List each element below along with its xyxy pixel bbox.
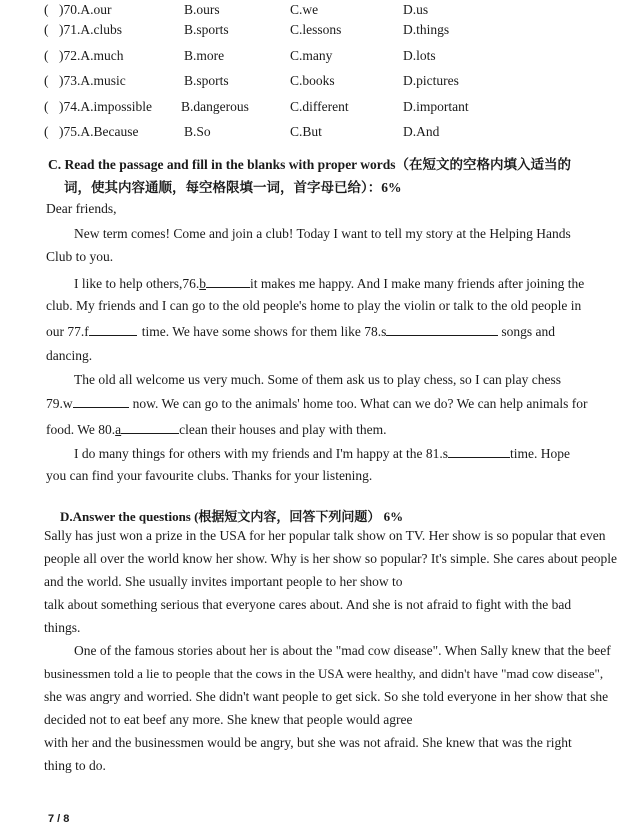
mc-row xyxy=(0,99,638,119)
passage-line: Sally has just won a prize in the USA for her popular talk show on TV. Her show is so popular that even xyxy=(44,528,606,543)
option-d: D.pictures xyxy=(403,73,459,88)
letter-greeting: Dear friends, xyxy=(46,201,117,216)
option-b: B.more xyxy=(184,48,225,63)
mc-row xyxy=(0,124,638,144)
section-c-title: C. Read the passage and fill in the blanks with proper words（在短文的空格内填入适当的 xyxy=(48,157,572,172)
passage-line: dancing. xyxy=(46,348,93,363)
option-a: )70.A.our xyxy=(59,2,112,17)
blank-79 xyxy=(73,395,129,408)
section-c-title-cont: 词，使其内容通顺，每空格限填一词，首字母已给）：6% xyxy=(64,180,402,195)
passage-text: now. We can go to the animals' home too. What can we do? We can help animals for xyxy=(132,396,588,411)
passage-text: clean their houses and play with them. xyxy=(179,422,387,437)
passage-line xyxy=(46,421,386,438)
passage-text: I like to help others,76. xyxy=(74,276,200,291)
option-a: )71.A.clubs xyxy=(59,22,122,37)
mc-row xyxy=(0,48,638,68)
option-c: C.many xyxy=(290,48,333,63)
passage-line: thing to do. xyxy=(44,758,106,773)
passage-line: she was angry and worried. She didn't want people to get sick. So she told everyone in her show that she xyxy=(44,689,609,704)
page-number: 7 / 8 xyxy=(48,813,70,825)
blank-81 xyxy=(448,445,510,458)
option-c: C.lessons xyxy=(290,22,342,37)
passage-text: time. We have some shows for them like 78.s xyxy=(141,324,387,339)
answer-paren: ( xyxy=(44,48,49,63)
passage-line xyxy=(46,395,588,412)
mc-row xyxy=(0,2,638,22)
blank-77 xyxy=(89,323,137,336)
blank-80 xyxy=(121,421,179,434)
passage-line xyxy=(46,323,555,340)
mc-row xyxy=(0,22,638,42)
passage-line: businessmen told a lie to people that the cows in the USA were healthy, and didn't have "mad cow disease", xyxy=(44,666,604,681)
option-d: D.lots xyxy=(403,48,436,63)
option-d: D.things xyxy=(403,22,450,37)
passage-text: 79.w xyxy=(46,396,73,411)
option-a: )73.A.music xyxy=(59,73,126,88)
option-d: D.us xyxy=(403,2,429,17)
passage-text: food. We 80. xyxy=(46,422,116,437)
option-a: )74.A.impossible xyxy=(59,99,152,114)
passage-line: people all over the world know her show. Why is her show so popular? It's simple. She cares about people xyxy=(44,551,618,566)
option-c: C.But xyxy=(290,124,322,139)
option-b: B.So xyxy=(184,124,211,139)
passage-text: it makes me happy. And I make many friends after joining the xyxy=(249,276,585,291)
blank-78 xyxy=(386,323,498,336)
passage-text: time. Hope xyxy=(510,446,570,461)
passage-line xyxy=(74,275,584,292)
passage-line: The old all welcome us very much. Some of them ask us to play chess, so I can play chess xyxy=(74,372,562,387)
passage-line: One of the famous stories about her is about the "mad cow disease". When Sally knew that the beef xyxy=(74,643,611,658)
passage-line: talk about something serious that everyone cares about. And she is not afraid to fight with the bad xyxy=(44,597,572,612)
option-a: )72.A.much xyxy=(59,48,124,63)
passage-line: Club to you. xyxy=(46,249,114,264)
option-b: B.ours xyxy=(184,2,220,17)
passage-line: things. xyxy=(44,620,81,635)
option-b: B.sports xyxy=(184,22,229,37)
answer-paren: ( xyxy=(44,99,49,114)
blank-letter: a xyxy=(115,422,122,437)
passage-line: with her and the businessmen would be angry, but she was not afraid. She knew that was the right xyxy=(44,735,572,750)
option-b: B.dangerous xyxy=(181,99,249,114)
section-d-title: D.Answer the questions (根据短文内容，回答下列问题） 6% xyxy=(60,509,404,524)
answer-paren: ( xyxy=(44,22,49,37)
answer-paren: ( xyxy=(44,124,49,139)
mc-row xyxy=(0,73,638,93)
answer-paren: ( xyxy=(44,73,49,88)
option-c: C.different xyxy=(290,99,349,114)
passage-line: club. My friends and I can go to the old people's home to play the violin or talk to the old people in xyxy=(46,298,582,313)
option-c: C.we xyxy=(290,2,319,17)
option-d: D.And xyxy=(403,124,440,139)
passage-line: New term comes! Come and join a club! Today I want to tell my story at the Helping Hands xyxy=(74,226,571,241)
passage-text: songs and xyxy=(501,324,555,339)
passage-line xyxy=(74,445,570,462)
blank-letter: b xyxy=(199,276,206,291)
option-b: B.sports xyxy=(184,73,229,88)
option-d: D.important xyxy=(403,99,469,114)
option-c: C.books xyxy=(290,73,335,88)
passage-line: you can find your favourite clubs. Thanks for your listening. xyxy=(46,468,373,483)
passage-line: decided not to eat beef any more. She knew that people would agree xyxy=(44,712,413,727)
passage-line: and the world. She usually invites important people to her show to xyxy=(44,574,403,589)
blank-76 xyxy=(206,275,250,288)
passage-text: I do many things for others with my friends and I'm happy at the 81.s xyxy=(74,446,448,461)
answer-paren: ( xyxy=(44,2,49,17)
option-a: )75.A.Because xyxy=(59,124,139,139)
passage-text: our 77.f xyxy=(46,324,89,339)
